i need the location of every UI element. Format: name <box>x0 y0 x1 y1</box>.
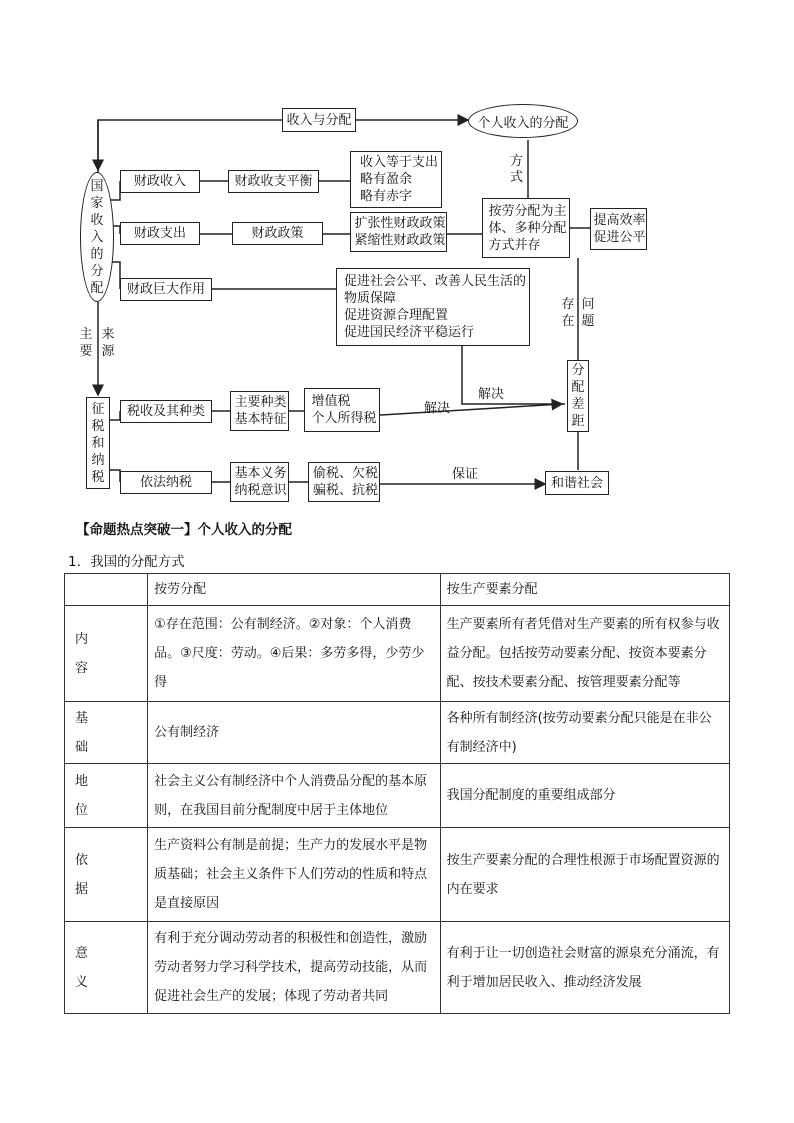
efficiency-box <box>590 208 647 250</box>
table-cell: ①存在范围：公有制经济。②对象：个人消费品。③尺度：劳动。④后果：多劳多得，少劳少得 <box>148 606 440 702</box>
table-cell: 按生产要素分配的合理性根源于市场配置资源的内在要求 <box>440 828 729 922</box>
fin-expend-label: 财政支出 <box>133 226 186 241</box>
income-dist-box <box>282 108 356 132</box>
balance-types-label: 收入等于支出 略有盈余 略有赤字 <box>359 155 438 204</box>
tax-names-label: 增值税 个人所得税 <box>311 394 377 426</box>
row-label: 内 容 <box>65 606 148 702</box>
distribution-table <box>64 573 730 1014</box>
dist-method-label: 按劳分配为主 体、多种分配 方式并存 <box>488 203 567 253</box>
fin-policy-label: 财政政策 <box>251 226 304 241</box>
fangshi-label: 方 式 <box>510 154 524 185</box>
personal-income-ellipse <box>468 104 578 138</box>
zhuyao-label: 主 要 <box>79 327 93 359</box>
root-ellipse <box>80 172 114 302</box>
policy-types-label: 扩张性财政政策 紧缩性财政政策 <box>354 216 446 248</box>
tax-collect-box <box>86 397 110 489</box>
laiyuan-label: 来 源 <box>101 327 115 359</box>
table-cell: 社会主义公有制经济中个人消费品分配的基本原则，在我国目前分配制度中居于主体地位 <box>148 764 440 828</box>
fin-role-label: 财政巨大作用 <box>126 282 205 297</box>
baozheng-label: 保证 <box>452 467 479 482</box>
table-row <box>65 606 730 702</box>
lawful-tax-label: 依法纳税 <box>139 475 192 490</box>
tax-features-label: 主要种类 基本特征 <box>234 395 287 427</box>
tax-types-box <box>120 400 212 423</box>
gap-box <box>567 360 589 432</box>
jiejue-role-label: 解决 <box>478 387 505 402</box>
fin-policy-box <box>232 222 323 245</box>
row-label: 地 位 <box>65 764 148 828</box>
table-cell: 有利于让一切创造社会财富的源泉充分涌流，有利于增加居民收入、推动经济发展 <box>440 922 729 1014</box>
table-cell: 生产要素所有者凭借对生产要素的所有权参与收益分配。包括按劳动要素分配、按资本要素分配、按技术要素分配、按管理要素分配等 <box>440 606 729 702</box>
evasion-label: 偷税、欠税 骗税、抗税 <box>312 466 378 498</box>
evasion-box <box>308 462 380 502</box>
table-header-cell: 按生产要素分配 <box>440 574 729 606</box>
diagram-connectors <box>0 0 794 505</box>
table-row <box>65 764 730 828</box>
gap-label: 分配差距 <box>571 363 585 429</box>
table-row <box>65 702 730 764</box>
fin-income-label: 财政收入 <box>133 174 186 189</box>
tax-names-box <box>304 388 380 432</box>
role-detail-label: 促进社会公平、改善人民生活的 物质保障 促进资源合理配置 促进国民经济平稳运行 <box>343 274 526 340</box>
table-cell: 生产资料公有制是前提；生产力的发展水平是物质基础；社会主义条件下人们劳动的性质和特点是直接原因 <box>148 828 440 922</box>
income-dist-label: 收入与分配 <box>286 112 352 128</box>
root-label: 国家收入的分配 <box>90 178 104 296</box>
balance-types-box <box>350 151 442 208</box>
table-row <box>65 828 730 922</box>
tax-collect-label: 征税和纳税 <box>91 401 105 485</box>
fin-role-box <box>120 278 212 301</box>
policy-types-box <box>350 212 447 252</box>
cunzai-label: 存 在 <box>561 297 575 329</box>
row-label: 依 据 <box>65 828 148 922</box>
duty-box <box>230 462 289 502</box>
personal-income-label: 个人收入的分配 <box>477 115 569 131</box>
sub-heading: 1．我国的分配方式 <box>68 554 185 570</box>
knowledge-diagram <box>0 0 794 505</box>
table-header-cell <box>65 574 148 606</box>
table-cell: 我国分配制度的重要组成部分 <box>440 764 729 828</box>
wenti-label: 问 题 <box>581 297 595 329</box>
duty-label: 基本义务 纳税意识 <box>234 466 287 498</box>
table-header-cell: 按劳分配 <box>148 574 440 606</box>
harmony-box <box>545 471 609 495</box>
table-cell: 公有制经济 <box>148 702 440 764</box>
row-label: 意 义 <box>65 922 148 1014</box>
row-label: 基 础 <box>65 702 148 764</box>
harmony-label: 和谐社会 <box>550 475 603 491</box>
table-cell: 有利于充分调动劳动者的积极性和创造性，激励劳动者努力学习科学技术，提高劳动技能，从而促进社会生产的发展；体现了劳动者共同 <box>148 922 440 1014</box>
dist-method-box <box>482 198 570 258</box>
table-header-row <box>65 574 730 606</box>
fin-balance-box <box>228 170 319 193</box>
tax-types-label: 税收及其种类 <box>126 404 205 419</box>
fin-balance-label: 财政收支平衡 <box>234 174 313 189</box>
jiejue-tax-label: 解决 <box>424 401 451 416</box>
efficiency-label: 提高效率 促进公平 <box>593 213 646 245</box>
table-row <box>65 922 730 1014</box>
tax-features-box <box>230 391 289 431</box>
section-heading: 【命题热点突破一】个人收入的分配 <box>76 522 292 538</box>
fin-income-box <box>120 170 200 193</box>
lawful-tax-box <box>120 471 212 494</box>
table-cell: 各种所有制经济(按劳动要素分配只能是在非公有制经济中) <box>440 702 729 764</box>
role-detail-box <box>336 268 530 346</box>
fin-expend-box <box>120 222 200 245</box>
